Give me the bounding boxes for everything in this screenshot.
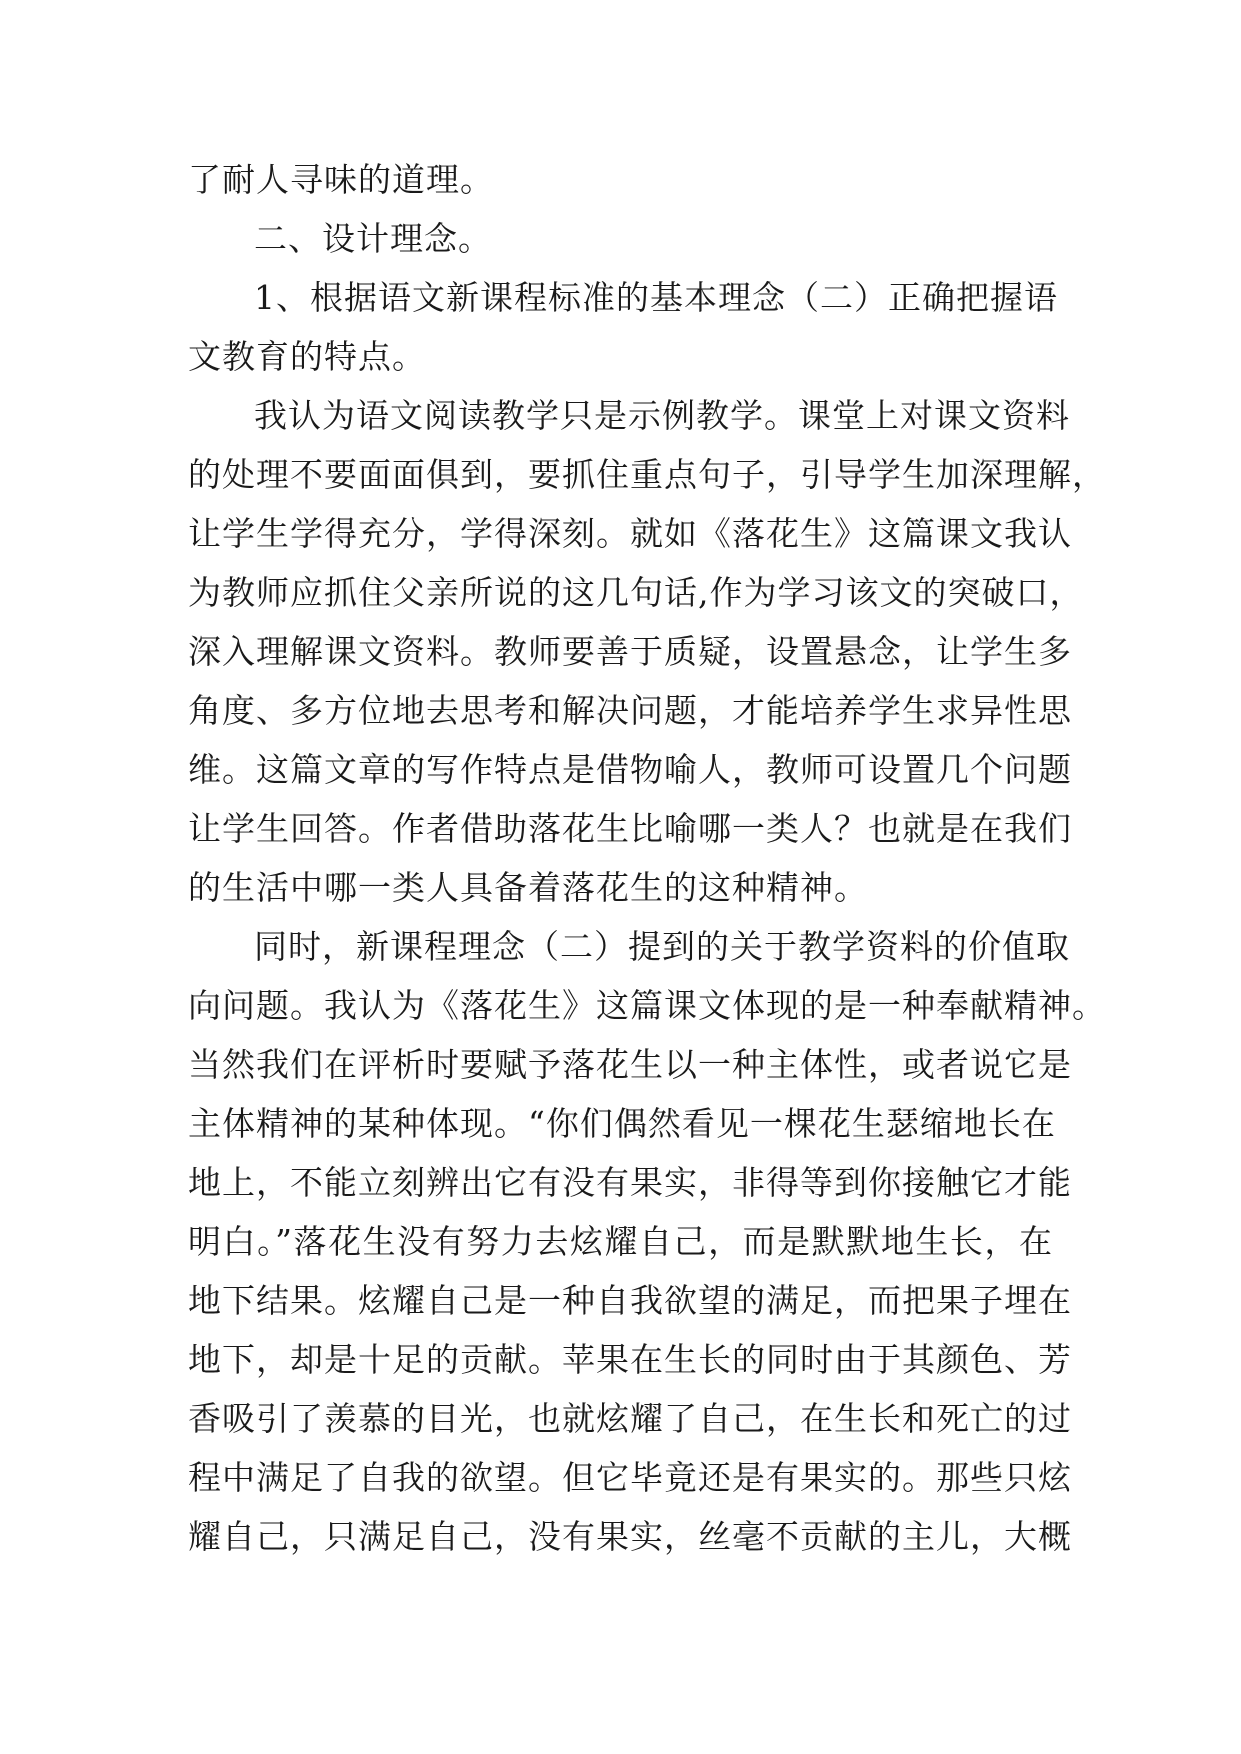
text-line: 让学生回答。作者借助落花生比喻哪一类人？也就是在我们 xyxy=(188,809,1072,848)
text-line: 当然我们在评析时要赋予落花生以一种主体性，或者说它是 xyxy=(188,1045,1072,1084)
text-line: 为教师应抓住父亲所说的这几句话,作为学习该文的突破口， xyxy=(188,573,1084,612)
text-line: 同时，新课程理念（二）提到的关于教学资料的价值取 xyxy=(254,927,1070,966)
text-line: 深入理解课文资料。教师要善于质疑，设置悬念，让学生多 xyxy=(188,632,1072,671)
text-line: 让学生学得充分，学得深刻。就如《落花生》这篇课文我认 xyxy=(188,514,1072,553)
text-line: 维。这篇文章的写作特点是借物喻人，教师可设置几个问题 xyxy=(188,750,1072,789)
text-line: 地下结果。炫耀自己是一种自我欲望的满足，而把果子埋在 xyxy=(188,1281,1072,1320)
text-line: 角度、多方位地去思考和解决问题，才能培养学生求异性思 xyxy=(188,691,1072,730)
text-line: 1、根据语文新课程标准的基本理念（二）正确把握语 xyxy=(254,278,1058,317)
text-line: 的生活中哪一类人具备着落花生的这种精神。 xyxy=(188,868,868,907)
text-line: 明白。”落花生没有努力去炫耀自己，而是默默地生长，在 xyxy=(188,1222,1053,1261)
text-line: 了耐人寻味的道理。 xyxy=(188,160,494,199)
text-line: 向问题。我认为《落花生》这篇课文体现的是一种奉献精神。 xyxy=(188,986,1106,1025)
text-line: 地下，却是十足的贡献。苹果在生长的同时由于其颜色、芳 xyxy=(188,1340,1072,1379)
text-line: 我认为语文阅读教学只是示例教学。课堂上对课文资料 xyxy=(254,396,1070,435)
body-text xyxy=(188,150,1106,1566)
text-line: 香吸引了羡慕的目光，也就炫耀了自己，在生长和死亡的过 xyxy=(188,1399,1072,1438)
text-line: 程中满足了自我的欲望。但它毕竟还是有果实的。那些只炫 xyxy=(188,1458,1072,1497)
text-line: 耀自己，只满足自己，没有果实，丝毫不贡献的主儿，大概 xyxy=(188,1517,1072,1556)
section-heading: 二、设计理念。 xyxy=(254,219,492,258)
text-line: 地上，不能立刻辨出它有没有果实，非得等到你接触它才能 xyxy=(188,1163,1072,1202)
text-line: 主体精神的某种体现。“你们偶然看见一棵花生瑟缩地长在 xyxy=(188,1104,1056,1143)
text-line: 文教育的特点。 xyxy=(188,337,426,376)
text-line: 的处理不要面面俱到，要抓住重点句子，引导学生加深理解， xyxy=(188,455,1106,494)
